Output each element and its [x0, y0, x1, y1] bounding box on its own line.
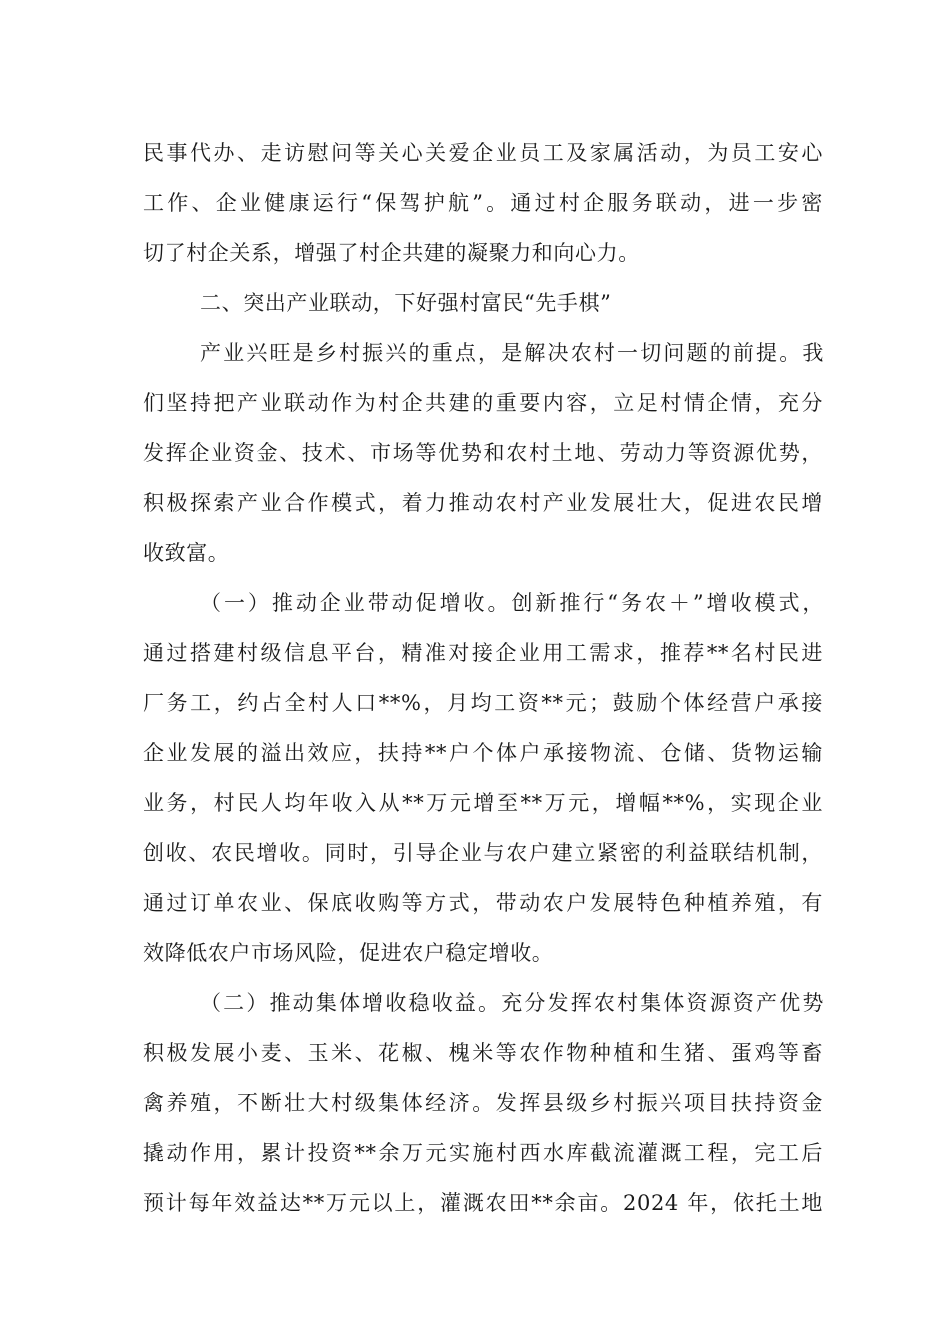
paragraph-line: 禽养殖，不断壮大村级集体经济。发挥县级乡村振兴项目扶持资金	[143, 1091, 823, 1115]
subsection-line: （二）推动集体增收稳收益。充分发挥农村集体资源资产优势	[200, 991, 824, 1015]
subsection-line: （一）推动企业带动促增收。创新推行“务农＋”增收模式，	[200, 591, 824, 615]
section-heading: 二、突出产业联动，下好强村富民“先手棋”	[200, 291, 612, 315]
paragraph-line: 发挥企业资金、技术、市场等优势和农村土地、劳动力等资源优势，	[143, 441, 823, 465]
paragraph-line: 们坚持把产业联动作为村企共建的重要内容，立足村情企情，充分	[143, 391, 823, 415]
paragraph-line: 通过搭建村级信息平台，精准对接企业用工需求，推荐**名村民进	[143, 641, 823, 665]
paragraph-line: 业务，村民人均年收入从**万元增至**万元，增幅**%，实现企业	[143, 791, 823, 815]
paragraph-line: 创收、农民增收。同时，引导企业与农户建立紧密的利益联结机制，	[143, 841, 823, 865]
paragraph-line: 产业兴旺是乡村振兴的重点，是解决农村一切问题的前提。我	[200, 341, 824, 365]
paragraph-line: 效降低农户市场风险，促进农户稳定增收。	[143, 941, 554, 965]
paragraph-line: 通过订单农业、保底收购等方式，带动农户发展特色种植养殖，有	[143, 891, 823, 915]
paragraph-line: 积极发展小麦、玉米、花椒、槐米等农作物种植和生猪、蛋鸡等畜	[143, 1041, 823, 1065]
paragraph-line: 民事代办、走访慰问等关心关爱企业员工及家属活动，为员工安心	[143, 141, 823, 165]
paragraph-line: 工作、企业健康运行“保驾护航”。通过村企服务联动，进一步密	[143, 191, 823, 215]
paragraph-line: 撬动作用，累计投资**余万元实施村西水库截流灌溉工程，完工后	[143, 1141, 823, 1165]
paragraph-line: 收致富。	[143, 541, 230, 565]
paragraph-line: 预计每年效益达**万元以上，灌溉农田**余亩。2024 年，依托土地	[143, 1191, 823, 1215]
paragraph-line: 厂务工，约占全村人口**%，月均工资**元；鼓励个体经营户承接	[143, 691, 823, 715]
paragraph-line: 积极探索产业合作模式，着力推动农村产业发展壮大，促进农民增	[143, 491, 823, 515]
paragraph-line: 企业发展的溢出效应，扶持**户个体户承接物流、仓储、货物运输	[143, 741, 823, 765]
paragraph-line: 切了村企关系，增强了村企共建的凝聚力和向心力。	[143, 241, 640, 265]
